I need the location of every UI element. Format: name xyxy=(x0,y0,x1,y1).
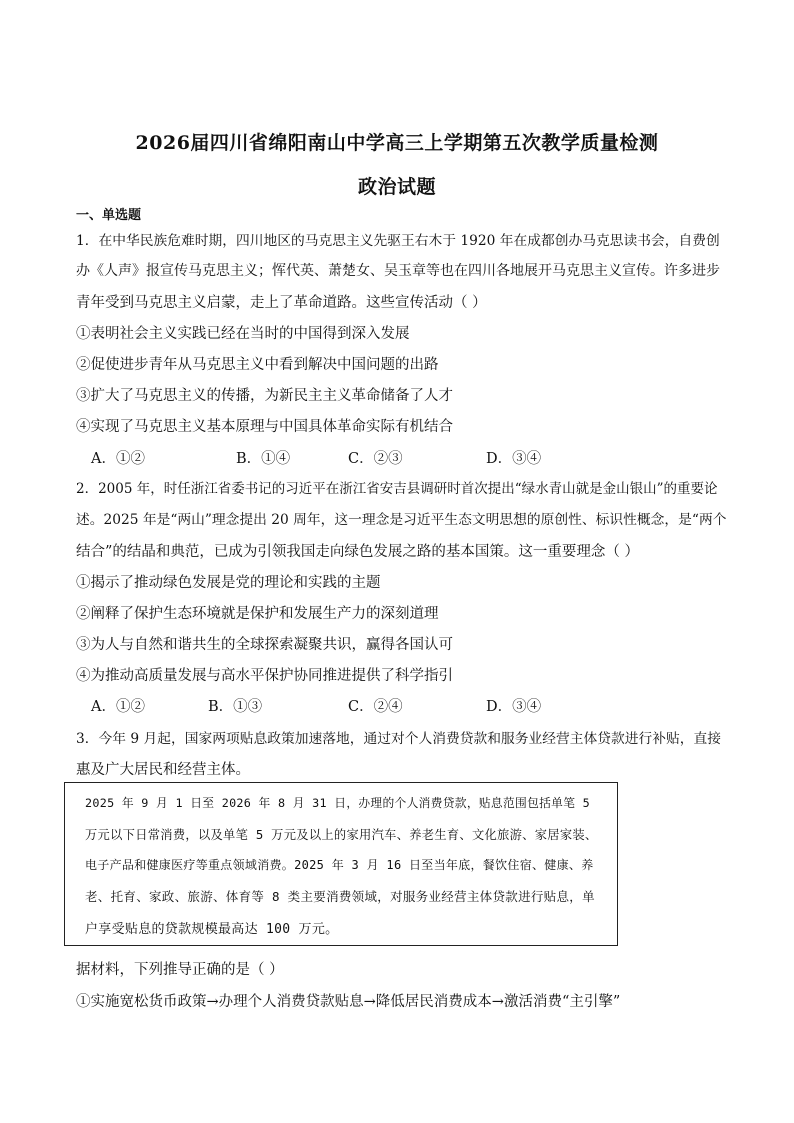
q2-option-d[interactable]: D．③④ xyxy=(486,699,542,715)
material-line: 万元以下日常消费，以及单笔 5 万元及以上的家用汽车、养老生育、文化旅游、家居家装、 xyxy=(85,828,598,842)
q1-stem-line: 青年受到马克思主义启蒙，走上了革命道路。这些宣传活动（ ） xyxy=(76,295,487,311)
material-line: 老、托育、家政、旅游、体育等 8 类主要消费领域，对服务业经营主体贷款进行贴息，单 xyxy=(85,889,595,904)
material-line: 户享受贴息的贷款规模最高达 100 万元。 xyxy=(85,922,339,937)
q2-option-b[interactable]: B．①③ xyxy=(208,699,263,715)
q1-option-c[interactable]: C．②③ xyxy=(348,451,403,467)
q2-statement: ①揭示了推动绿色发展是党的理论和实践的主题 xyxy=(76,575,381,591)
q2-stem-line: 2．2005 年，时任浙江省委书记的习近平在浙江省安吉县调研时首次提出“绿水青山就是金山银山”的重要论 xyxy=(76,481,718,497)
q1-statement: ①表明社会主义实践已经在当时的中国得到深入发展 xyxy=(76,326,410,342)
exam-subtitle: 政治试题 xyxy=(357,176,436,198)
q2-statement: ②阐释了保护生态环境就是保护和发展生产力的深刻道理 xyxy=(76,606,439,622)
q3-statement: ①实施宽松货币政策→办理个人消费贷款贴息→降低居民消费成本→激活消费“主引擎” xyxy=(76,994,621,1010)
q2-option-c[interactable]: C．②④ xyxy=(348,699,403,715)
material-line: 2025 年 9 月 1 日至 2026 年 8 月 31 日，办理的个人消费贷款，贴息范围包括单笔 5 xyxy=(85,796,591,810)
q1-statement: ②促使进步青年从马克思主义中看到解决中国问题的出路 xyxy=(76,357,439,373)
q3-material-box xyxy=(64,782,618,946)
q1-option-a[interactable]: A．①② xyxy=(91,451,145,467)
q3-stem-line: 3．今年 9 月起，国家两项贴息政策加速落地，通过对个人消费贷款和服务业经营主体贷款进行补贴，直接 xyxy=(76,731,721,747)
q2-option-a[interactable]: A．①② xyxy=(91,699,145,715)
q1-statement: ③扩大了马克思主义的传播，为新民主主义革命储备了人才 xyxy=(76,388,453,404)
section-heading: 一、单选题 xyxy=(76,208,142,223)
q3-prompt: 据材料，下列推导正确的是（ ） xyxy=(76,962,284,978)
q2-statement: ④为推动高质量发展与高水平保护协同推进提供了科学指引 xyxy=(76,668,453,684)
q2-stem-line: 述。2025 年是“两山”理念提出 20 周年，这一理念是习近平生态文明思想的原创性、标识性概念，是“两个 xyxy=(76,512,727,528)
q3-stem-line: 惠及广大居民和经营主体。 xyxy=(76,762,250,778)
exam-title: 2026届四川省绵阳南山中学高三上学期第五次教学质量检测 xyxy=(135,132,659,154)
q2-statement: ③为人与自然和谐共生的全球探索凝聚共识，赢得各国认可 xyxy=(76,637,453,653)
q1-statement: ④实现了马克思主义基本原理与中国具体革命实际有机结合 xyxy=(76,419,453,435)
material-line: 电子产品和健康医疗等重点领域消费。2025 年 3 月 16 日至当年底，餐饮住宿、健康、养 xyxy=(85,858,594,872)
q1-stem-line: 办《人声》报宣传马克思主义；恽代英、萧楚女、吴玉章等也在四川各地展开马克思主义宣传。许多进步 xyxy=(76,263,720,279)
q2-stem-line: 结合”的结晶和典范，已成为引领我国走向绿色发展之路的基本国策。这一重要理念（ ） xyxy=(76,544,640,560)
q1-option-b[interactable]: B．①④ xyxy=(236,451,291,467)
q1-option-d[interactable]: D．③④ xyxy=(486,451,542,467)
q1-stem-line: 1．在中华民族危难时期，四川地区的马克思主义先驱王右木于 1920 年在成都创办马克思读书会，自费创 xyxy=(76,233,720,249)
